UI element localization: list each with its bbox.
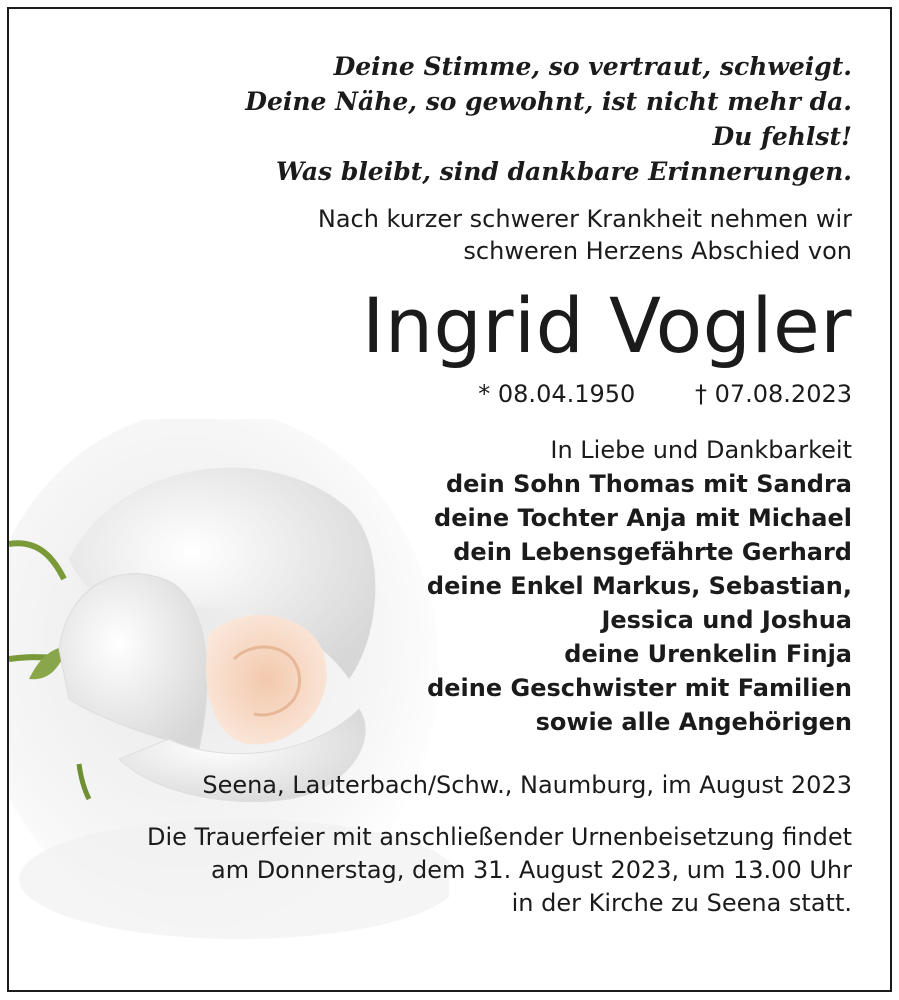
poem-line: Du fehlst! <box>712 122 852 151</box>
mourner-line: deine Urenkelin Finja <box>564 640 852 668</box>
poem <box>32 49 852 189</box>
intro-line: schweren Herzens Abschied von <box>463 237 852 265</box>
ceremony-line: Die Trauerfeier mit anschließender Urnenbeisetzung findet <box>146 823 852 851</box>
ceremony-line: in der Kirche zu Seena statt. <box>511 889 852 917</box>
ceremony-line: am Donnerstag, dem 31. August 2023, um 13.00 Uhr <box>210 856 852 884</box>
death-date: † 07.08.2023 <box>694 380 852 408</box>
mourner-line: deine Enkel Markus, Sebastian, <box>426 572 852 600</box>
poem-line: Deine Nähe, so gewohnt, ist nicht mehr da. <box>245 87 852 116</box>
place-and-date: Seena, Lauterbach/Schw., Naumburg, im August 2023 <box>202 771 852 799</box>
mourner-line: deine Geschwister mit Familien <box>427 674 852 702</box>
intro-line: Nach kurzer schwerer Krankheit nehmen wir <box>317 205 852 233</box>
birth-date: * 08.04.1950 <box>478 380 636 408</box>
deceased-name: Ingrid Vogler <box>361 281 852 370</box>
poem-line: Deine Stimme, so vertraut, schweigt. <box>333 52 852 81</box>
obituary-text <box>32 49 852 920</box>
funeral-notice <box>32 821 852 920</box>
mourner-line: Jessica und Joshua <box>601 606 852 634</box>
obituary-frame <box>7 7 892 992</box>
mourners-lead: In Liebe und Dankbarkeit <box>550 436 852 464</box>
poem-line: Was bleibt, sind dankbare Erinnerungen. <box>275 157 852 186</box>
mourner-line: dein Lebensgefährte Gerhard <box>453 538 852 566</box>
mourners-list <box>32 433 852 739</box>
intro-text <box>32 203 852 267</box>
mourner-line: sowie alle Angehörigen <box>535 708 852 736</box>
mourner-line: dein Sohn Thomas mit Sandra <box>445 470 852 498</box>
life-dates <box>32 379 852 409</box>
mourner-line: deine Tochter Anja mit Michael <box>434 504 852 532</box>
